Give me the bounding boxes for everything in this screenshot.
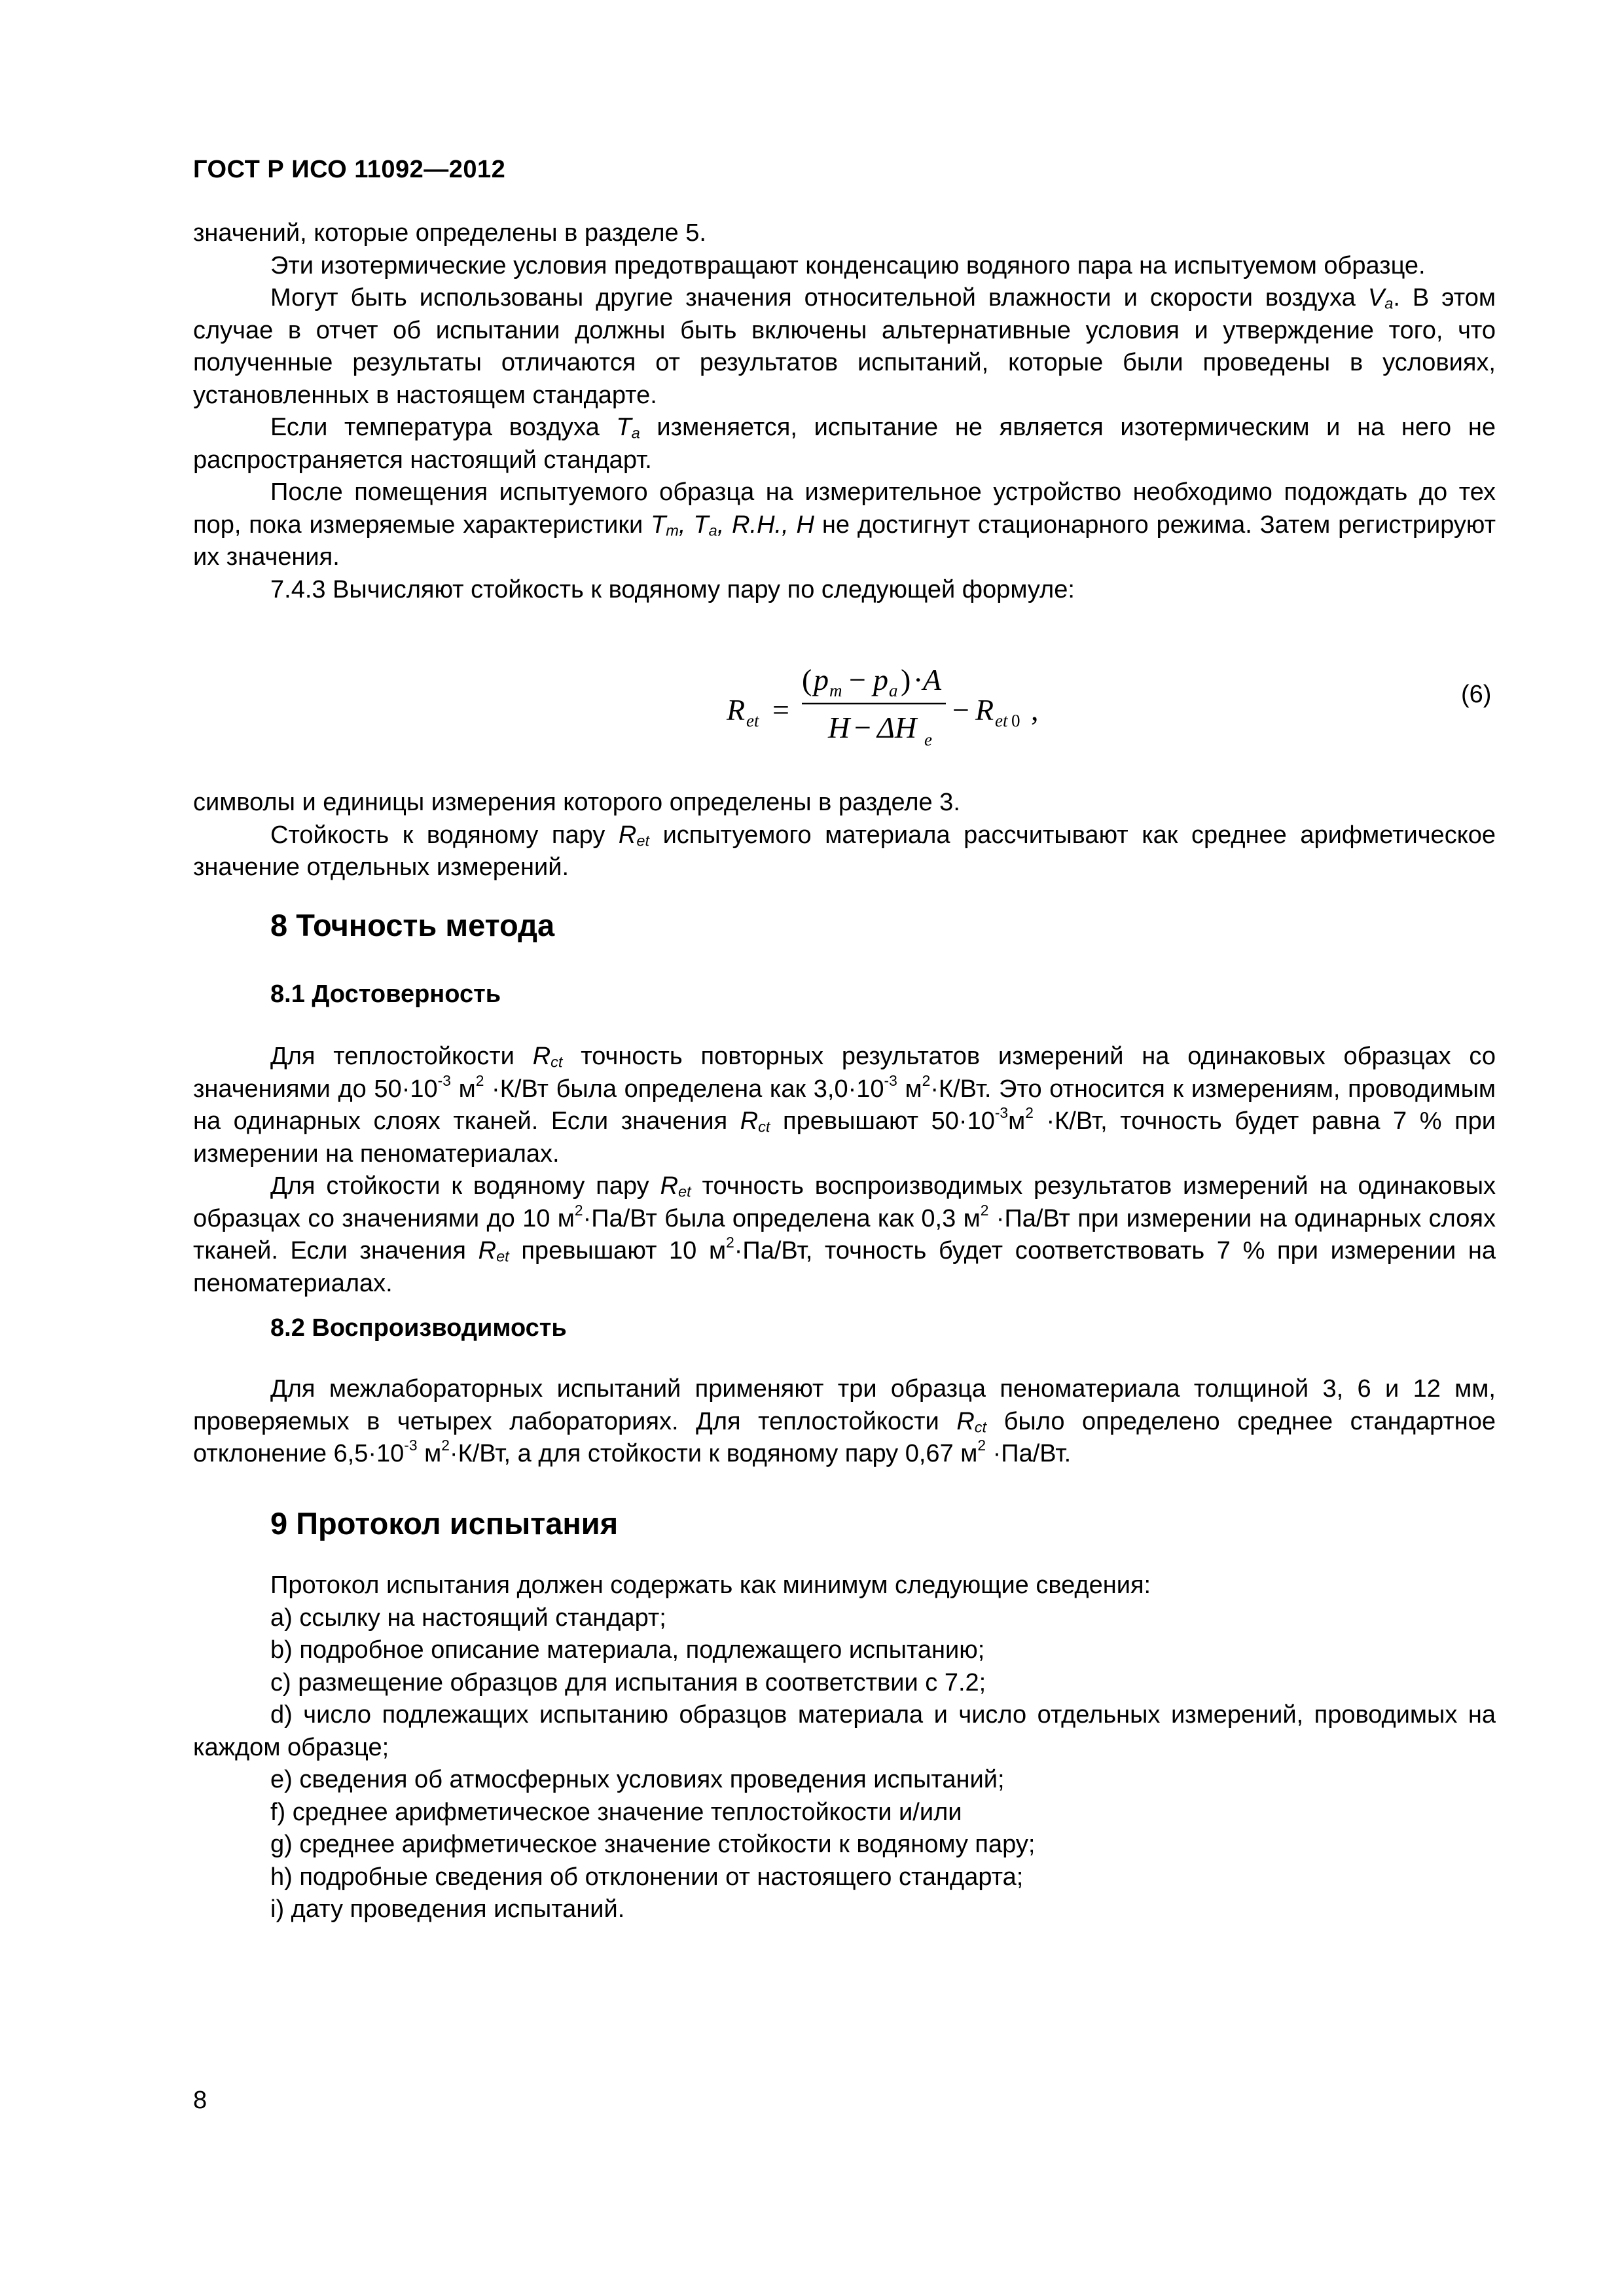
subsection-8-2-title: 8.2 Воспроизводимость: [270, 1314, 567, 1342]
svg-text:−: −: [952, 693, 969, 726]
svg-text:H: H: [828, 711, 850, 744]
protocol-item-g: g) среднее арифметическое значение стойкости к водяному пару;: [270, 1831, 1036, 1858]
section-9-intro: Протокол испытания должен содержать как минимум следующие сведения:: [270, 1571, 1151, 1599]
intro-paragraph-6: 7.4.3 Вычисляют стойкость к водяному пару по следующей формуле:: [270, 575, 1075, 603]
section-9-text: [193, 1570, 1496, 1926]
protocol-item-c: c) размещение образцов для испытания в соответствии с 7.2;: [270, 1668, 986, 1696]
svg-text:0: 0: [1011, 711, 1020, 730]
protocol-item-f: f) среднее арифметическое значение теплостойкости и/или: [270, 1798, 962, 1826]
paragraph-8-2: Для межлабораторных испытаний применяют три образца пеноматериала толщиной 3, 6 и 12 мм, проверяемых в четырех лабораториях. Для теплостойкости $R_{ct}$ было определено среднее стандартное отклонение $6,5\cdot 10^{-3}$ $м^2\cdot К/Вт$, а для стойкости к водяному пару 0,67 $м^2 \cdot Па/Вт$.: [193, 1375, 1496, 1467]
svg-text:,: ,: [1031, 693, 1039, 726]
subsection-8-2-text: [193, 1373, 1496, 1471]
svg-text:): ): [901, 663, 911, 696]
intro-line-1: значений, которые определены в разделе 5.: [193, 219, 706, 247]
intro-paragraph-2: Эти изотермические условия предотвращают конденсацию водяного пара на испытуемом образце.: [270, 251, 1426, 279]
svg-text:p: p: [814, 663, 829, 696]
svg-text:(: (: [802, 663, 812, 696]
after-formula-block: [193, 787, 1496, 884]
svg-text:A: A: [923, 663, 942, 696]
svg-text:m: m: [829, 681, 842, 700]
section-8-title: 8 Точность метода: [270, 908, 555, 942]
page-number: 8: [193, 2087, 208, 2114]
equation-number: (6): [1461, 681, 1492, 708]
protocol-item-i: i) дату проведения испытаний.: [270, 1895, 625, 1923]
after-formula-paragraph-2: Стойкость к водяному пару $R_{et}$ испытуемого материала рассчитывают как среднее арифметическое значение отдельных измерений.: [193, 821, 1496, 881]
protocol-item-h: h) подробные сведения об отклонении от настоящего стандарта;: [270, 1863, 1024, 1891]
var-v: V: [1367, 284, 1385, 312]
svg-text:ΔH: ΔH: [877, 711, 917, 744]
protocol-item-e: e) сведения об атмосферных условиях проведения испытаний;: [270, 1766, 1005, 1793]
svg-text:et: et: [995, 711, 1008, 730]
protocol-item-b: b) подробное описание материала, подлежащего испытанию;: [270, 1636, 985, 1664]
after-formula-line-1: символы и единицы измерения которого определены в разделе 3.: [193, 789, 960, 816]
intro-paragraph-4: Если температура воздуха $T_a$ изменяется, испытание не является изотермическим и на него не распространяется настоящий стандарт.: [193, 414, 1496, 474]
formula-lhs: R: [727, 693, 746, 726]
formula-6: [720, 662, 1047, 747]
svg-text:−: −: [849, 663, 866, 696]
standard-header: ГОСТ Р ИСО 11092—2012: [193, 156, 506, 183]
svg-text:·: ·: [913, 663, 924, 696]
svg-text:−: −: [854, 711, 871, 744]
paragraph-8-1-a: Для теплостойкости $R_{ct}$ точность повторных результатов измерений на одинаковых образцах со значениями до $50\cdot 10^{-3}$ $м^2 \cdot К/Вт$ была определена как $3,0\cdot 10^{-3}$ $м^2\cdot К/Вт$. Это относится к измерениям, проводимым на одинарных слоях тканей. Если значения $R_{ct}$ превышают $50\cdot 10^{-3}м^2 \cdot К/Вт$, точность будет равна 7 % при измерении на пеноматериалах.: [193, 1043, 1496, 1168]
intro-block: [193, 217, 1496, 606]
protocol-item-d: d) число подлежащих испытанию образцов материала и число отдельных измерений, проводимых на каждом образце;: [193, 1701, 1496, 1761]
formula-svg: [720, 662, 1047, 747]
subsection-8-1-text: [193, 1041, 1496, 1300]
intro-paragraph-5: После помещения испытуемого образца на измерительное устройство необходимо подождать до тех пор, пока измеряемые характеристики $T_m$, $T_a$, R.H., H не достигнут стационарного режима. Затем регистрируют их значения.: [193, 478, 1496, 571]
formula-rterm: R: [975, 693, 994, 726]
svg-text:e: e: [924, 730, 932, 749]
formula-equals: =: [772, 693, 789, 726]
svg-text:et: et: [746, 711, 759, 730]
intro-paragraph-3: Могут быть использованы другие значения относительной влажности и скорости воздуха $V_a$. В этом случае в отчет об испытании должны быть включены альтернативные условия и утверждение того, что полученные результаты отличаются от результатов испытаний, которые были проведены в условиях, установленных в настоящем стандарте.: [193, 284, 1496, 409]
subsection-8-1-title: 8.1 Достоверность: [270, 980, 501, 1008]
section-9-title: 9 Протокол испытания: [270, 1506, 619, 1541]
paragraph-8-1-b: Для стойкости к водяному пару $R_{et}$ точность воспроизводимых результатов измерений на одинаковых образцах со значениями до 10 $м^2\cdot Па/Вт$ была определена как 0,3 $м^2 \cdot Па/Вт$ при измерении на одинарных слоях тканей. Если значения $R_{et}$ превышают 10 $м^2\cdot Па/Вт$, точность будет соответствовать 7 % при измерении на пеноматериалах.: [193, 1172, 1496, 1297]
var-t: T: [616, 414, 632, 441]
protocol-item-a: a) ссылку на настоящий стандарт;: [270, 1604, 666, 1632]
svg-text:a: a: [889, 681, 898, 700]
svg-text:p: p: [873, 663, 888, 696]
